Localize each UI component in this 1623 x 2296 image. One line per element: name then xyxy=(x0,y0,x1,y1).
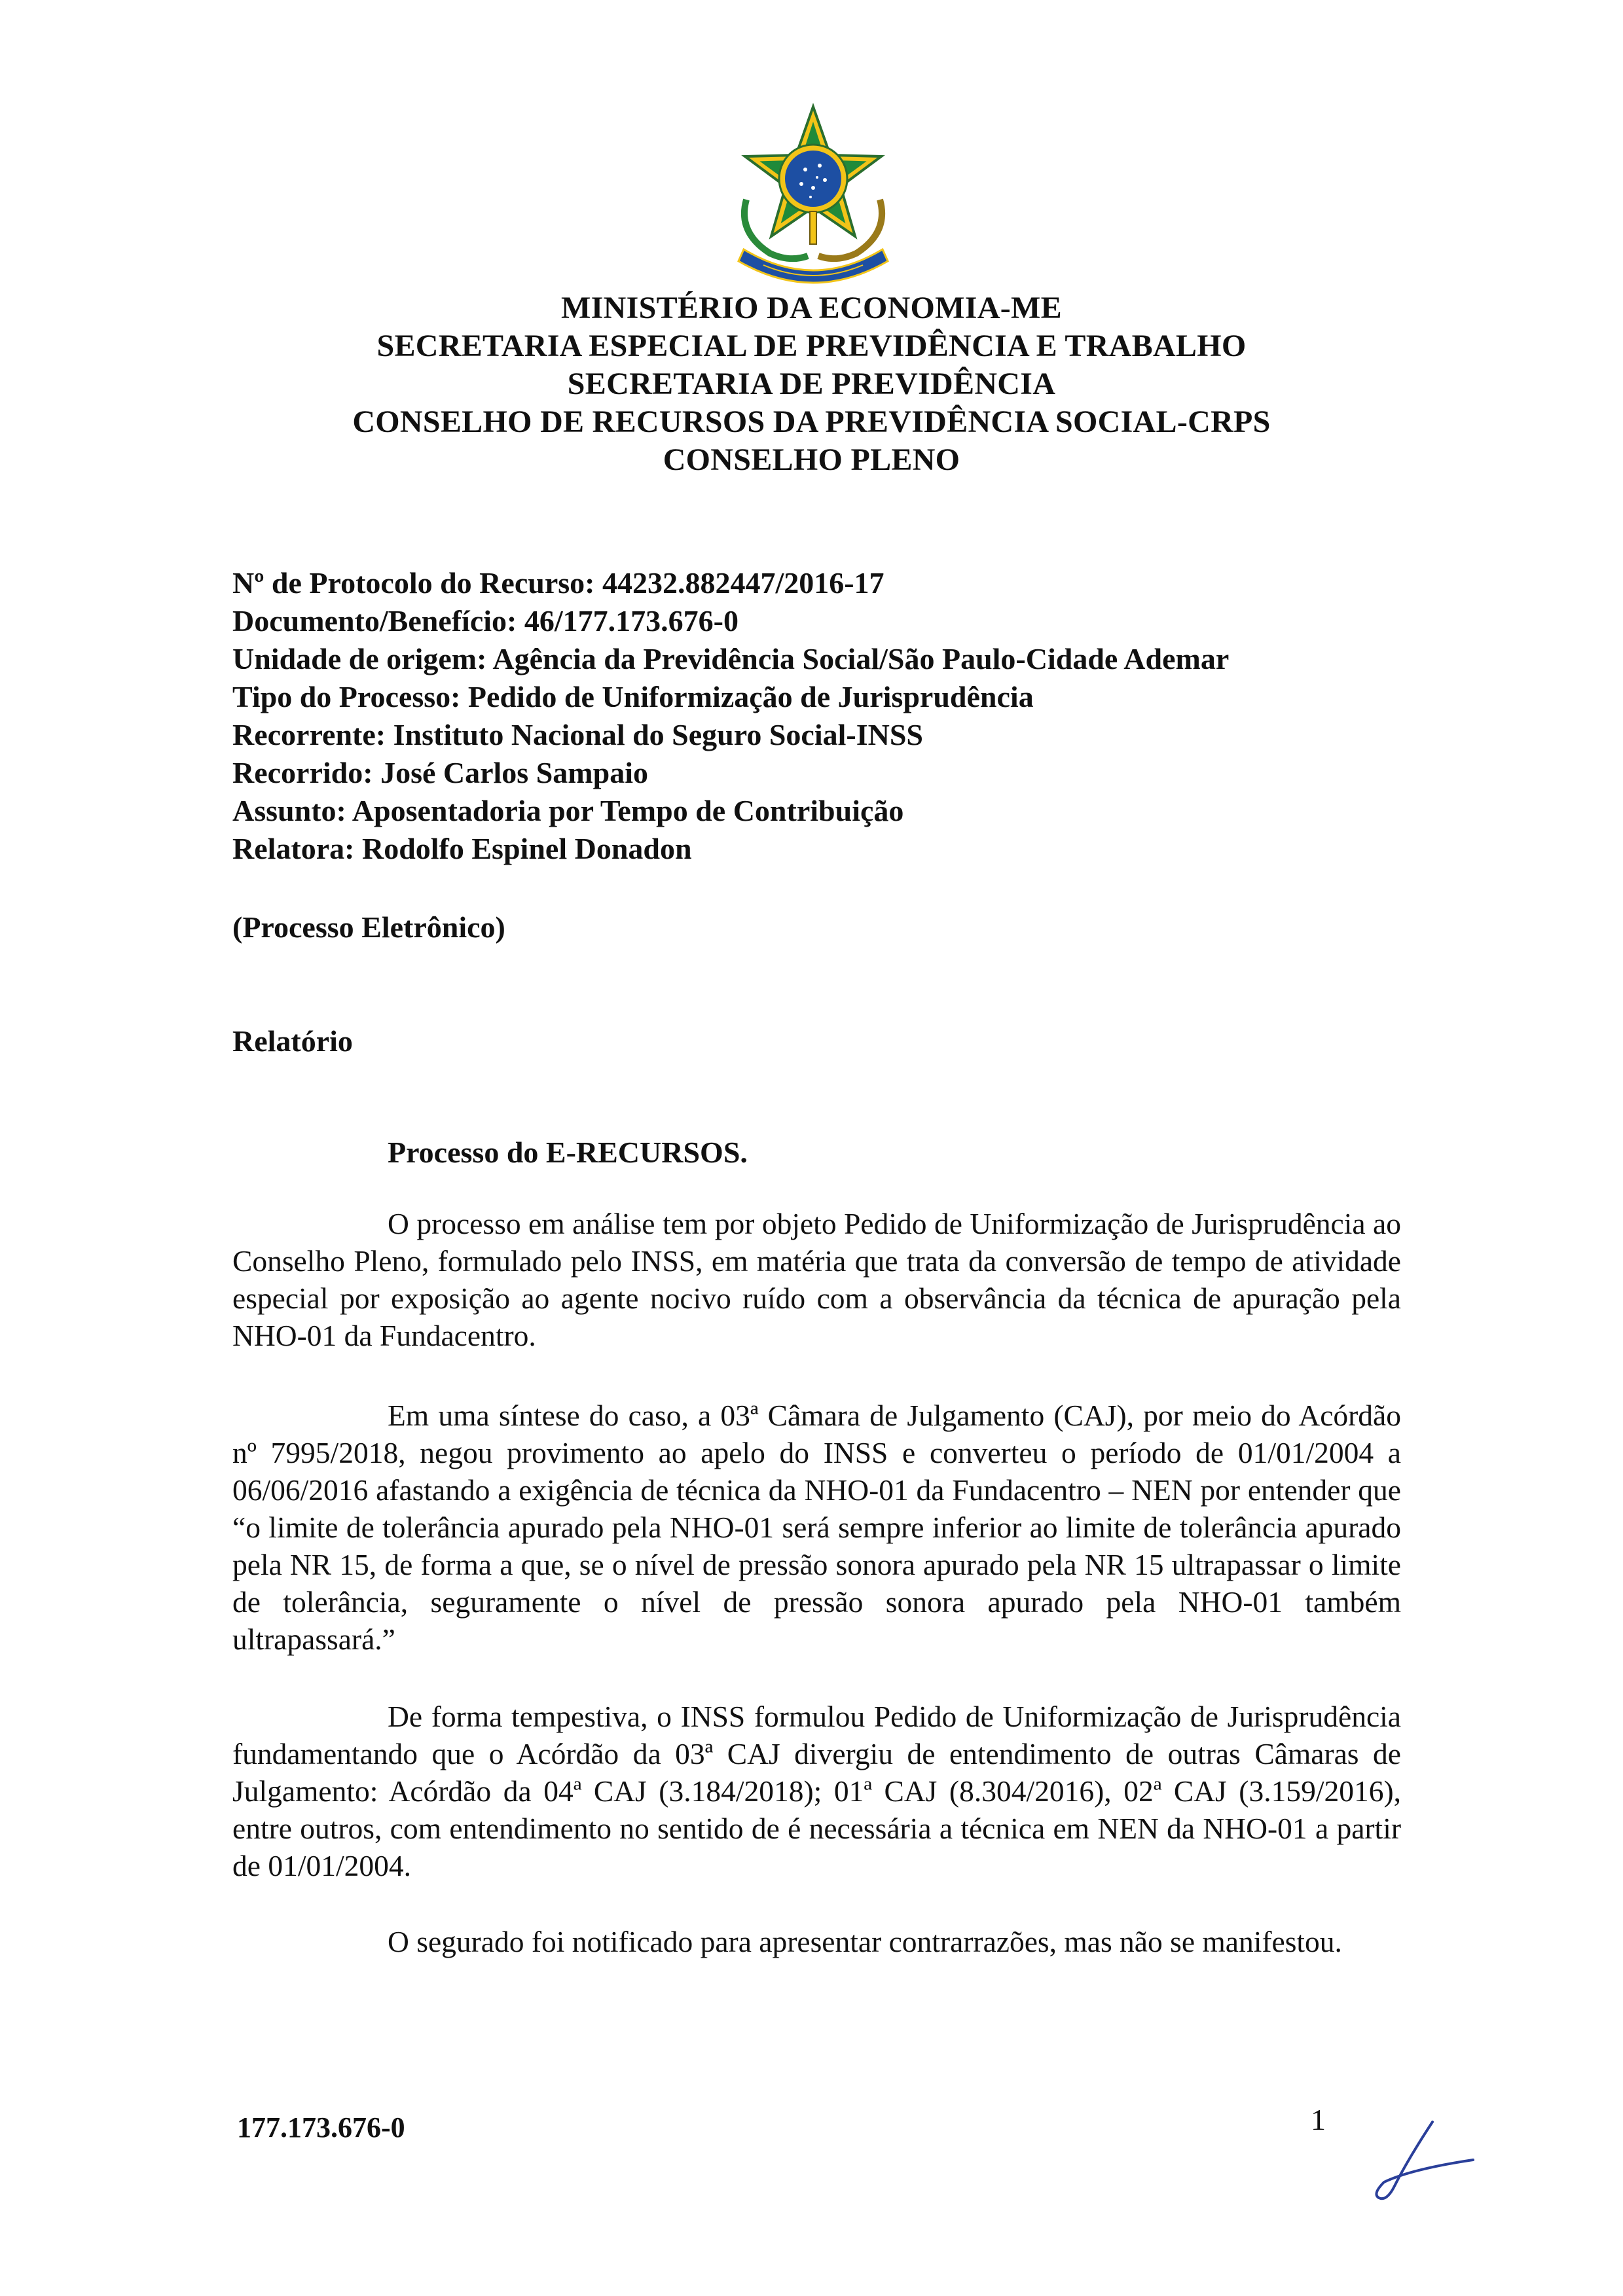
paragraph-1 xyxy=(232,1205,1401,1354)
field-origin-unit: Unidade de origem: Agência da Previdência Social/São Paulo-Cidade Ademar xyxy=(232,642,1230,675)
document-header xyxy=(0,289,1623,479)
field-protocol: Nº de Protocolo do Recurso: 44232.882447/2016-17 xyxy=(232,566,884,600)
footer-document-id: 177.173.676-0 xyxy=(237,2111,405,2144)
page-number: 1 xyxy=(1311,2103,1326,2136)
field-appellant: Recorrente: Instituto Nacional do Seguro Social-INSS xyxy=(232,718,924,751)
paragraph-2 xyxy=(232,1397,1401,1658)
header-line-secretariat-special: SECRETARIA ESPECIAL DE PREVIDÊNCIA E TRABALHO xyxy=(376,329,1247,363)
section-title: Relatório xyxy=(232,1024,353,1058)
paragraph-3 xyxy=(232,1698,1401,1884)
header-line-ministry: MINISTÉRIO DA ECONOMIA-ME xyxy=(561,291,1062,325)
field-subject: Assunto: Aposentadoria por Tempo de Contribuição xyxy=(232,794,904,827)
electronic-process-note: (Processo Eletrônico) xyxy=(232,910,505,944)
signature-icon xyxy=(1355,2114,1480,2212)
field-rapporteur: Relatora: Rodolfo Espinel Donadon xyxy=(232,832,692,865)
subtitle: Processo do E-RECURSOS. xyxy=(388,1136,748,1169)
paragraph-3-text: De forma tempestiva, o INSS formulou Pedido de Uniformização de Jurisprudência fundamentando que o Acórdão da 03ª CAJ divergiu de entendimento de outras Câmaras de Julgamento: Acórdão da 04ª CAJ (3.184/2018); 01ª CAJ (8.304/2016), 02ª CAJ (3.159/2016), entre outros, com entendimento no sentido de é necessária a técnica em NEN da NHO-01 a partir de 01/01/2004. xyxy=(232,1700,1401,1882)
paragraph-4 xyxy=(232,1923,1401,1960)
header-line-secretariat: SECRETARIA DE PREVIDÊNCIA xyxy=(567,367,1056,401)
paragraph-1-text: O processo em análise tem por objeto Pedido de Uniformização de Jurisprudência ao Conselho Pleno, formulado pelo INSS, em matéria que trata da conversão de tempo de atividade especial por exposição ao agente nocivo ruído com a observância da técnica de apuração pela NHO-01 da Fundacentro. xyxy=(232,1207,1401,1352)
header-line-plenary: CONSELHO PLENO xyxy=(663,442,960,477)
paragraph-2-text: Em uma síntese do caso, a 03ª Câmara de Julgamento (CAJ), por meio do Acórdão nº 7995/2018, negou provimento ao apelo do INSS e converteu o período de 01/01/2004 a 06/06/2016 afastando a exigência de técnica da NHO-01 da Fundacentro – NEN por entender que “o limite de tolerância apurado pela NHO-01 será sempre inferior ao limite de tolerância apurado pela NR 15, de forma a que, se o nível de pressão sonora apurado pela NR 15 ultrapassar o limite de tolerância, seguramente o nível de pressão sonora apurado pela NHO-01 também ultrapassará.” xyxy=(232,1399,1401,1656)
field-process-type: Tipo do Processo: Pedido de Uniformização de Jurisprudência xyxy=(232,680,1034,713)
coat-of-arms-icon xyxy=(724,101,902,285)
case-details xyxy=(232,564,1229,868)
field-document: Documento/Benefício: 46/177.173.676-0 xyxy=(232,604,739,637)
header-line-council: CONSELHO DE RECURSOS DA PREVIDÊNCIA SOCIAL-CRPS xyxy=(352,404,1271,439)
paragraph-4-text: O segurado foi notificado para apresentar contrarrazões, mas não se manifestou. xyxy=(388,1925,1342,1958)
field-respondent: Recorrido: José Carlos Sampaio xyxy=(232,756,648,789)
